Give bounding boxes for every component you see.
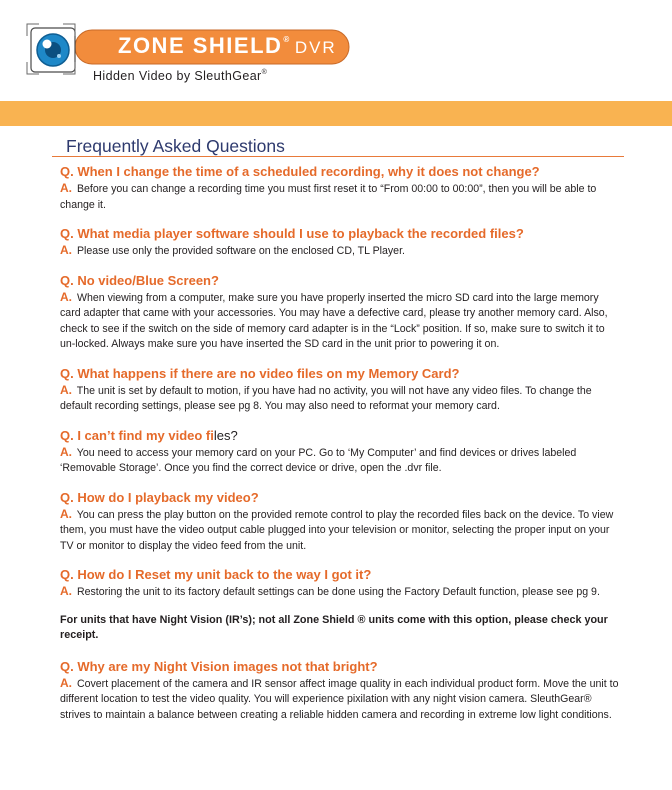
- faq-question: Q. I can’t find my video files?: [60, 427, 238, 443]
- faq-question: Q. What media player software should I use to playback the recorded files?: [60, 226, 524, 241]
- orange-band: [0, 101, 672, 126]
- faq-item: [60, 658, 620, 724]
- lens-highlight-small-icon: [57, 54, 61, 58]
- faq-item: [60, 163, 620, 213]
- tagline: Hidden Video by SleuthGear®: [93, 69, 268, 83]
- faq-answer: A. Restoring the unit to its factory default settings can be done using the Factory Default function, please see pg 9.: [60, 584, 600, 598]
- faq-item: [60, 489, 620, 555]
- answer-label: A.: [60, 181, 72, 195]
- brand-name: ZONE SHIELD® DVR: [118, 33, 337, 58]
- answer-label: A.: [60, 289, 72, 304]
- answer-label: A.: [60, 243, 72, 257]
- faq-answer: A. Please use only the provided software on the enclosed CD, TL Player.: [60, 243, 405, 257]
- faq-item: [60, 225, 620, 260]
- faq-question: Q. No video/Blue Screen?: [60, 272, 219, 288]
- answer-label: A.: [60, 675, 72, 690]
- answer-label: A.: [60, 584, 72, 598]
- faq-answer: A. Covert placement of the camera and IR sensor affect image quality in each individual product form. Move the unit to different location to test the video quality. You will experience pixilation with any night vision camera. SleuthGear® strives to maintain a balance between creating a reliable hidden camera and recording in extreme low light conditions.: [60, 675, 619, 721]
- faq-question: Q. How do I Reset my unit back to the way I got it?: [60, 567, 372, 582]
- faq-answer: A. Before you can change a recording time you must first reset it to “From 00:00 to 00:00”, then you will be able to change it.: [60, 181, 597, 211]
- faq-list: [60, 163, 620, 735]
- page-title: Frequently Asked Questions: [66, 136, 285, 156]
- faq-item: [60, 566, 620, 601]
- answer-label: A.: [60, 382, 72, 397]
- answer-label: A.: [60, 444, 72, 459]
- faq-answer: A. You can press the play button on the provided remote control to play the recorded files back on the device. To view them, you must have the video output cable plugged into your television or monitor, selecting the proper input on your TV or monitor to display the video feed from the unit.: [60, 506, 614, 552]
- faq-answer: A. The unit is set by default to motion, if you have had no activity, you will not have any video files. To change the default recording settings, please see pg 8. You may also need to reformat your memory card.: [60, 382, 592, 412]
- title-divider: [52, 156, 624, 157]
- logo: [25, 22, 355, 92]
- faq-answer: A. You need to access your memory card on your PC. Go to ‘My Computer’ and find devices or drives labeled ‘Removable Storage’. Once you find the correct device or drive, open the .dvr file.: [60, 444, 577, 474]
- answer-label: A.: [60, 506, 72, 521]
- faq-question: Q. Why are my Night Vision images not that bright?: [60, 658, 378, 674]
- faq-question: Q. What happens if there are no video files on my Memory Card?: [60, 365, 460, 381]
- faq-item: [60, 427, 620, 477]
- brand-suffix: DVR: [294, 38, 337, 57]
- header: [0, 0, 672, 100]
- faq-question: Q. When I change the time of a scheduled recording, why it does not change?: [60, 164, 540, 179]
- faq-question: Q. How do I playback my video?: [60, 489, 259, 505]
- lens-highlight-icon: [43, 40, 52, 49]
- night-vision-note: For units that have Night Vision (IR’s); not all Zone Shield ® units come with this option, please check your receipt.: [60, 613, 608, 641]
- faq-item: [60, 272, 620, 353]
- faq-answer: A. When viewing from a computer, make sure you have properly inserted the micro SD card into the large memory card adapter that came with your accessories. You may have a defective card, please try another memory card. Also, check to see if the switch on the side of memory card adapter is in the “Lock” position. If so, make sure to switch it to un-locked. Always make sure you have inserted the SD card in the unit prior to powering it on.: [60, 289, 608, 350]
- faq-item: [60, 365, 620, 415]
